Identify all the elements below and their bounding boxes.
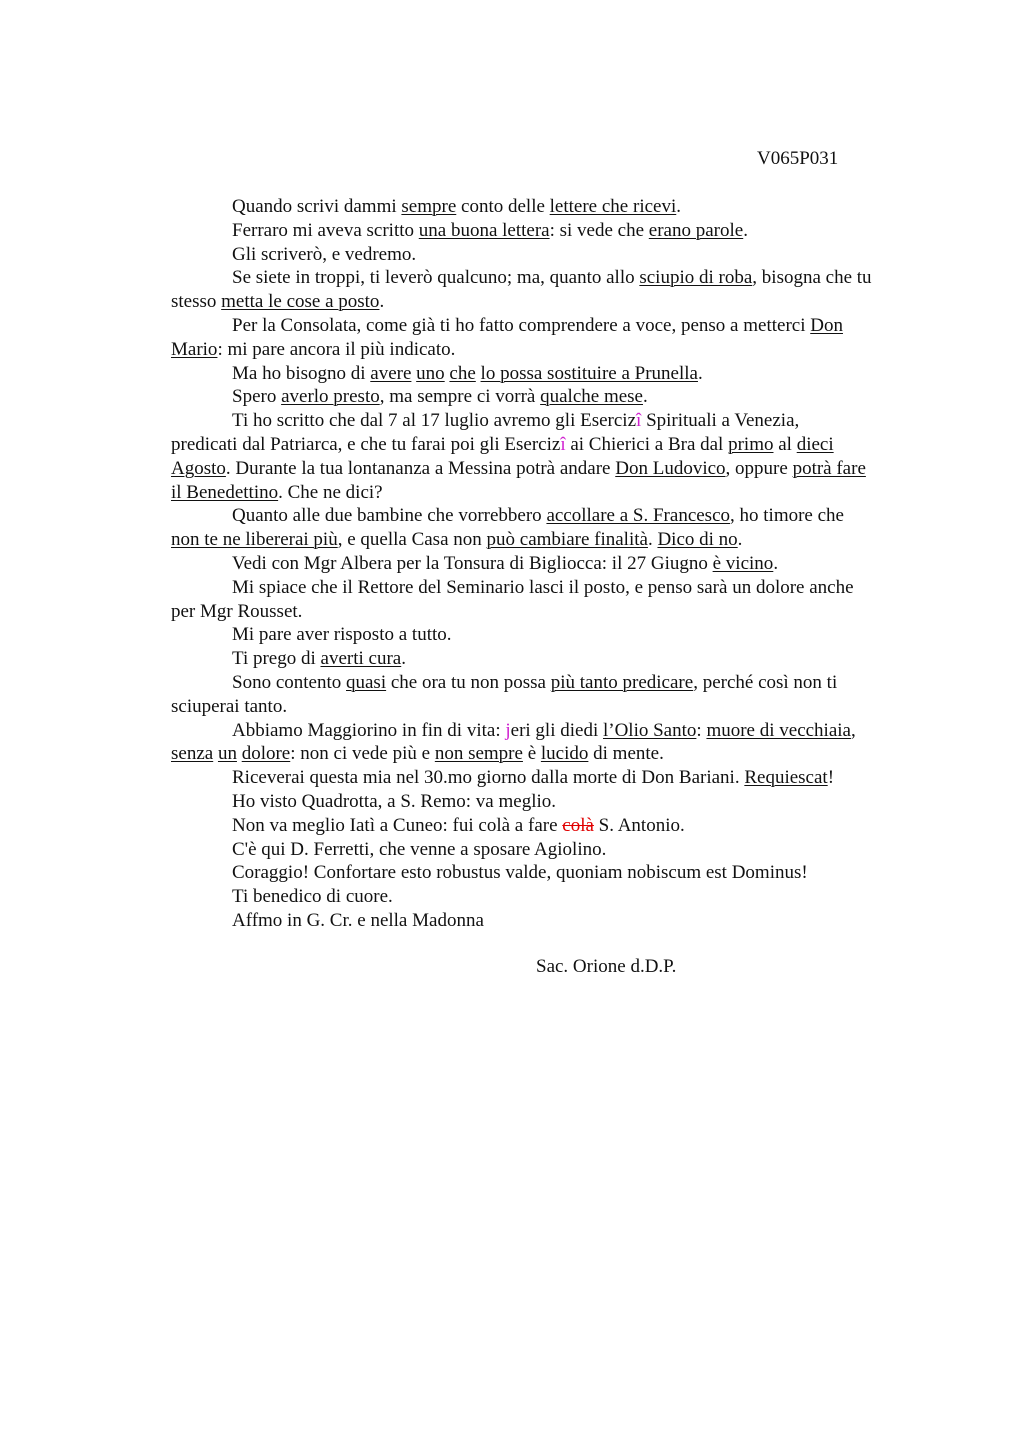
letter-paragraph	[171, 814, 936, 838]
underlined-text: avere	[370, 362, 412, 384]
underlined-text: metta le cose a posto	[221, 291, 380, 313]
underlined-text: sempre	[401, 196, 457, 217]
text-segment: .	[743, 219, 748, 241]
underlined-text: uno	[416, 362, 445, 384]
text-segment: Ti prego di	[232, 648, 321, 670]
letter-paragraph	[171, 623, 936, 647]
text-segment: Coraggio! Confortare esto robustus valde, quoniam nobiscum est Dominus!	[232, 862, 808, 884]
text-line	[171, 838, 936, 862]
text-line	[171, 576, 936, 600]
underlined-text: Requiescat	[744, 767, 828, 789]
text-segment: , perché così non ti	[693, 671, 838, 693]
text-segment: Vedi con Mgr Albera per la Tonsura di Bigliocca: il 27 Giugno	[232, 552, 713, 574]
text-segment: al	[773, 433, 797, 455]
text-line	[171, 695, 936, 719]
text-segment: ,	[850, 719, 856, 741]
letter-paragraph	[171, 362, 936, 386]
underlined-text: lo possa sostituire a Prunella	[480, 362, 698, 384]
text-segment: Per la Consolata, come già ti ho fatto comprendere a voce, penso a metterci	[232, 314, 811, 336]
text-segment: predicati dal Patriarca, e che tu farai poi gli Esercizî ai Chierici a Bra dal	[171, 433, 729, 455]
underlined-text: più tanto predicare	[550, 671, 694, 693]
underlined-text: non sempre	[434, 743, 523, 765]
letter-paragraph	[171, 790, 936, 814]
letter-paragraph	[171, 409, 936, 504]
underlined-text: Agosto	[171, 457, 226, 479]
text-segment: .	[401, 648, 406, 670]
text-line	[171, 647, 936, 671]
text-segment: Ti ho scritto che dal 7 al 17 luglio avremo gli Esercizî Spirituali a Venezia,	[232, 410, 800, 432]
text-segment: di mente.	[588, 743, 664, 765]
text-line	[171, 504, 936, 528]
text-segment: Non va meglio Iatì a Cuneo: fui colà a fare	[232, 814, 563, 836]
text-segment: .	[379, 291, 385, 313]
text-line	[171, 623, 936, 647]
text-segment: S. Antonio.	[593, 814, 685, 836]
letter-paragraph	[171, 885, 936, 909]
highlighted-letter: j	[505, 719, 511, 741]
letter-paragraph	[171, 766, 936, 790]
text-segment: Mi pare aver risposto a tutto.	[232, 624, 452, 646]
letter-paragraph	[171, 195, 936, 219]
text-segment: per Mgr Rousset.	[171, 600, 303, 622]
signature: Sac. Orione d.D.P.	[536, 956, 677, 977]
struck-text: colà	[562, 814, 594, 836]
text-line	[171, 195, 936, 219]
text-line	[171, 719, 936, 743]
underlined-text: un	[217, 743, 237, 765]
text-segment: Gli scriverò, e vedremo.	[232, 243, 417, 265]
text-line	[171, 742, 936, 766]
letter-paragraph	[171, 385, 936, 409]
letter-paragraph	[171, 647, 936, 671]
underlined-text: non te ne libererai più	[171, 529, 338, 551]
text-segment: : non ci vede più e	[290, 743, 435, 765]
text-segment: Mi spiace che il Rettore del Seminario lasci il posto, e penso sarà un dolore anche	[232, 576, 854, 598]
underlined-text: averlo presto	[281, 386, 380, 408]
underlined-text: potrà fare	[792, 457, 866, 479]
underlined-text: sciupio di roba	[639, 267, 753, 289]
letter-paragraph	[171, 576, 936, 624]
underlined-text: dieci	[796, 433, 834, 455]
underlined-text: Don Ludovico	[615, 457, 726, 479]
text-segment: C'è qui D. Ferretti, che venne a sposare Agiolino.	[232, 838, 607, 860]
underlined-text: accollare a S. Francesco	[546, 505, 731, 527]
underlined-text: Dico di no	[657, 529, 738, 551]
text-segment: . Durante la tua lontananza a Messina potrà andare	[225, 457, 616, 479]
text-segment: : si vede che	[549, 219, 649, 241]
text-segment: :	[696, 719, 707, 741]
text-segment: Spero	[232, 386, 282, 408]
text-segment: sciuperai tanto.	[171, 695, 288, 717]
text-segment: , e quella Casa non	[337, 529, 487, 551]
underlined-text: erano parole	[648, 219, 744, 241]
text-segment: , bisogna che tu	[752, 267, 872, 289]
text-segment: Ti benedico di cuore.	[232, 886, 393, 908]
underlined-text: lucido	[540, 743, 589, 765]
text-segment: .	[647, 529, 658, 551]
text-line	[171, 885, 936, 909]
text-segment: Abbiamo Maggiorino in fin di vita:	[232, 719, 506, 741]
text-line	[171, 528, 936, 552]
letter-paragraph	[171, 219, 936, 243]
underlined-text: l’Olio Santo	[602, 719, 697, 741]
underlined-text: senza	[171, 743, 214, 765]
text-line	[171, 671, 936, 695]
text-segment: . Che ne dici?	[278, 481, 383, 503]
text-line	[171, 338, 936, 362]
text-line	[171, 552, 936, 576]
letter-paragraph	[171, 838, 936, 862]
letter-paragraph	[171, 719, 936, 767]
text-segment: .	[676, 196, 681, 217]
text-line	[171, 861, 936, 885]
text-line	[171, 409, 936, 433]
text-segment: conto delle	[456, 196, 550, 217]
underlined-text: qualche mese	[540, 386, 643, 408]
underlined-text: primo	[728, 433, 774, 455]
text-line	[171, 433, 936, 457]
text-segment: Riceverai questa mia nel 30.mo giorno dalla morte di Don Bariani.	[232, 767, 745, 789]
text-line	[171, 481, 936, 505]
reference-code: V065P031	[757, 148, 839, 169]
letter-paragraph	[171, 243, 936, 267]
text-line	[171, 362, 936, 386]
text-line	[171, 600, 936, 624]
text-line	[171, 266, 936, 290]
letter-paragraph	[171, 504, 936, 552]
text-segment: stesso	[171, 291, 222, 313]
text-segment: Ferraro mi aveva scritto	[232, 219, 419, 241]
text-segment: che ora tu non possa	[386, 671, 551, 693]
text-segment: è	[522, 743, 541, 765]
text-segment: , oppure	[725, 457, 793, 479]
text-segment: : mi pare ancora il più indicato.	[217, 338, 456, 360]
underlined-text: dolore	[241, 743, 291, 765]
text-line	[171, 909, 936, 933]
underlined-text: lettere che ricevi	[549, 196, 677, 217]
text-segment: Quando scrivi dammi	[232, 196, 402, 217]
text-line	[171, 814, 936, 838]
text-segment: Ho visto Quadrotta, a S. Remo: va meglio.	[232, 790, 557, 812]
underlined-text: Don	[810, 314, 843, 336]
text-segment: .	[697, 362, 703, 384]
letter-paragraph	[171, 861, 936, 885]
text-segment: eri gli diedi	[510, 719, 603, 741]
underlined-text: una buona lettera	[418, 219, 550, 241]
letter-paragraph	[171, 909, 936, 933]
text-segment: Ma ho bisogno di	[232, 362, 371, 384]
underlined-text: muore di vecchiaia	[706, 719, 851, 741]
text-segment: .	[737, 529, 743, 551]
text-line	[171, 219, 936, 243]
letter-paragraph	[171, 552, 936, 576]
text-segment: , ho timore che	[730, 505, 844, 527]
text-line	[171, 790, 936, 814]
text-line	[171, 290, 936, 314]
text-segment: Quanto alle due bambine che vorrebbero	[232, 505, 547, 527]
underlined-text: il Benedettino	[171, 481, 279, 503]
text-line	[171, 385, 936, 409]
letter-body	[171, 195, 936, 933]
underlined-text: può cambiare finalità	[486, 529, 648, 551]
letter-paragraph	[171, 314, 936, 362]
underlined-text: è vicino	[712, 552, 774, 574]
underlined-text: che	[449, 362, 476, 384]
underlined-text: averti cura	[320, 648, 402, 670]
letter-paragraph	[171, 671, 936, 719]
text-line	[171, 243, 936, 267]
text-segment: Sono contento	[232, 671, 346, 693]
letter-paragraph	[171, 266, 936, 314]
text-segment: , ma sempre ci vorrà	[379, 386, 541, 408]
text-segment: .	[773, 552, 779, 574]
text-segment: Se siete in troppi, ti leverò qualcuno; ma, quanto allo	[232, 267, 640, 289]
underlined-text: Mario	[171, 338, 218, 360]
text-line	[171, 766, 936, 790]
text-line	[171, 457, 936, 481]
text-segment: !	[827, 767, 835, 789]
text-segment: Affmo in G. Cr. e nella Madonna	[232, 909, 484, 931]
text-line	[171, 314, 936, 338]
text-segment: .	[643, 386, 648, 408]
underlined-text: quasi	[346, 671, 387, 693]
